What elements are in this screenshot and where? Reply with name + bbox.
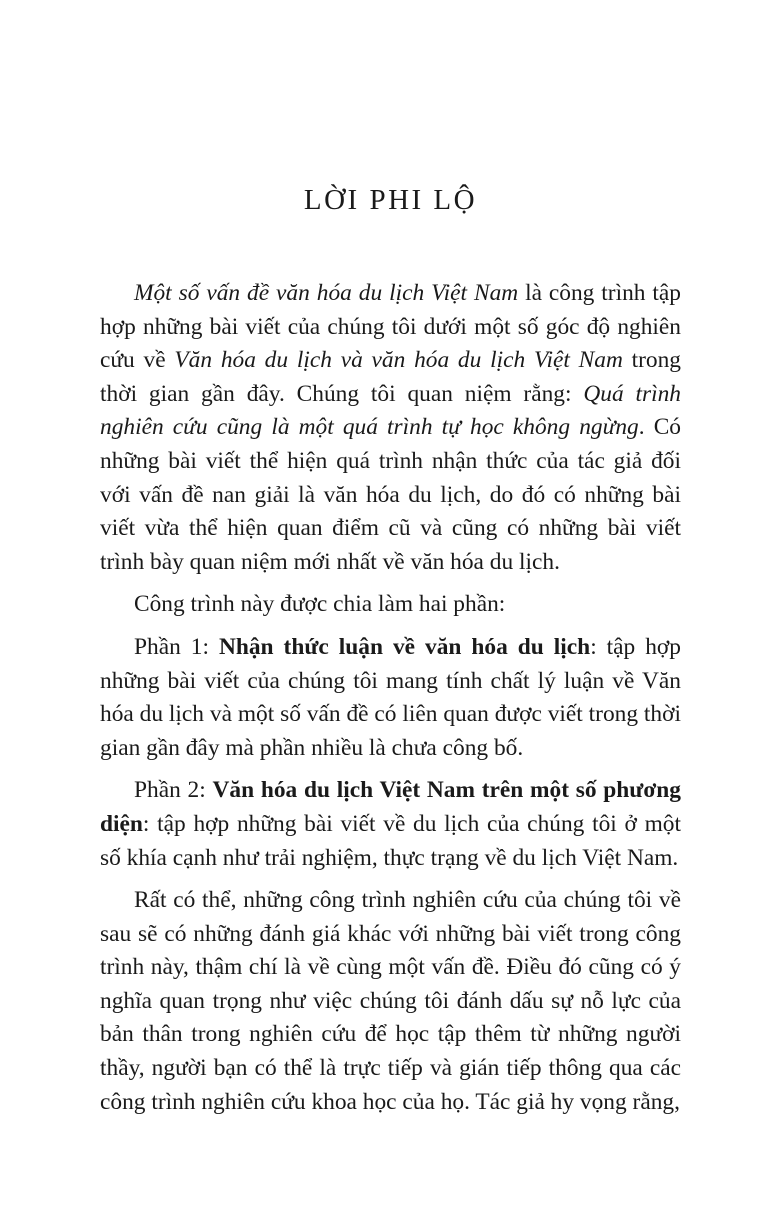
text-segment: Văn hóa du lịch Việt Nam trên một số phương diện <box>100 777 682 837</box>
text-segment: . Có những bài viết thể hiện quá trình nhận thức của tác giả đối với vấn đề nan giải là văn hóa du lịch, do đó có những bài viết vừa thể hiện quan điểm cũ và cũng có những bài viết trình bày quan niệm mới nhất về văn hóa du lịch. <box>100 414 681 575</box>
text-segment: Nhận thức luận về văn hóa du lịch <box>218 633 591 660</box>
text-segment: Một số vấn đề văn hóa du lịch Việt Nam <box>134 280 519 306</box>
paragraph <box>100 774 681 875</box>
text-segment: Công trình này được chia làm hai phần: <box>134 591 506 618</box>
paragraph <box>100 588 681 622</box>
text-segment: : tập hợp những bài viết về du lịch của chúng tôi ở một số khía cạnh như trải nghiệm, thực trạng về du lịch Việt Nam. <box>100 810 681 871</box>
text-segment: : tập hợp những bài viết của chúng tôi mang tính chất lý luận về Văn hóa du lịch và một số vấn đề có liên quan được viết trong thời gian gần đây mà phần nhiều là chưa công bố. <box>100 633 681 761</box>
text-segment: Phần 2: <box>134 777 213 804</box>
body-text <box>100 277 681 1119</box>
page-title: LỜI PHI LỘ <box>303 184 478 216</box>
text-segment: Rất có thể, những công trình nghiên cứu của chúng tôi về sau sẽ có những đánh giá khác với những bài viết trong công trình này, thậm chí là về cùng một vấn đề. Điều đó cũng có ý nghĩa quan trọng như việc chúng tôi đánh dấu sự nỗ lực của bản thân trong nghiên cứu để học tập thêm từ những người thầy, người bạn có thể là trực tiếp và gián tiếp thông qua các công trình nghiên cứu khoa học của họ. Tác giả hy vọng rằng, <box>100 887 681 1115</box>
text-segment: Quá trình nghiên cứu cũng là một quá trình tự học không ngừng <box>100 380 681 441</box>
text-segment: là công trình tập hợp những bài viết của chúng tôi dưới một số góc độ nghiên cứu về <box>100 280 681 374</box>
text-segment: Văn hóa du lịch và văn hóa du lịch Việt Nam <box>174 347 623 374</box>
paragraph <box>100 884 681 1119</box>
paragraph <box>100 631 681 765</box>
text-segment: trong thời gian gần đây. Chúng tôi quan niệm rằng: <box>100 347 681 407</box>
text-segment: Phần 1: <box>134 633 219 660</box>
paragraph <box>100 277 681 579</box>
